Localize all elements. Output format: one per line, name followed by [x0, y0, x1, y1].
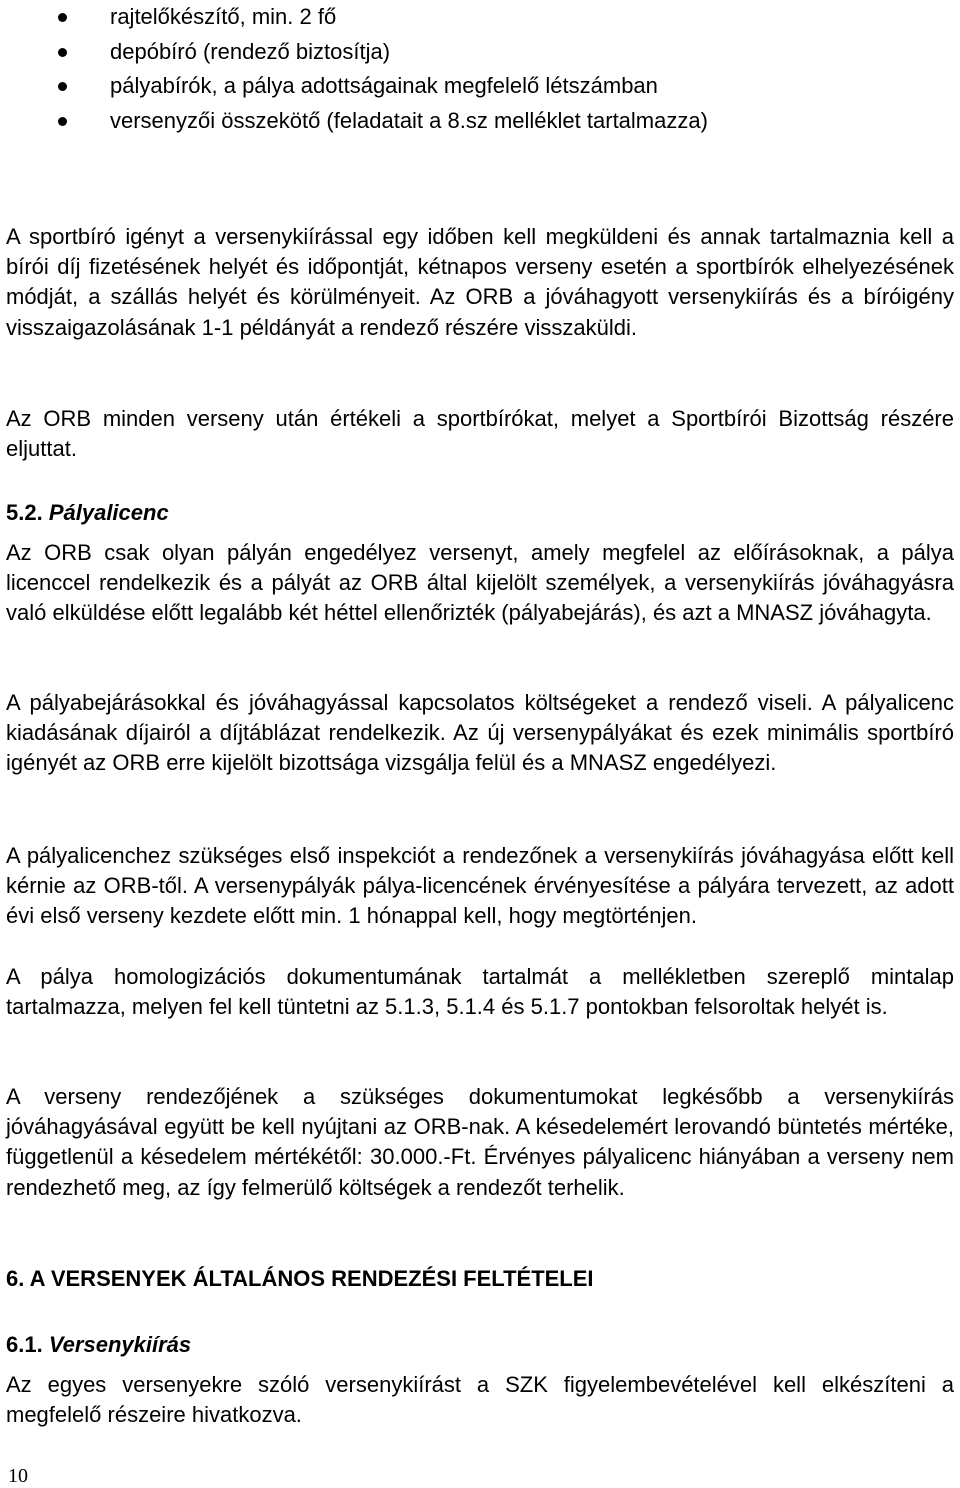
paragraph-koltsegek: A pályabejárásokkal és jóváhagyással kapcsolatos költségeket a rendező viseli. A pályalicenc kiadásának díjairól a díjtáblázat rendelkezik. Az új versenypályákat és ezek minimális sportbíró igényét az ORB erre kijelölt bizottsága vizsgálja felül és a MNASZ engedélyezi. [6, 690, 954, 776]
paragraph-versenykiiras: Az egyes versenyekre szóló versenykiírást a SZK figyelembevételével kell elkészíteni a megfelelő részeire hivatkozva. [6, 1372, 954, 1428]
paragraph-palyalicenc: Az ORB csak olyan pályán engedélyez versenyt, amely megfelel az előírásoknak, a pálya licenccel rendelkezik és a pályát az ORB által kijelölt személyek, a versenykiírás jóváhagyásra való elküldése előtt legalább két héttel ellenőrizték (pályabejárás), és azt a MNASZ jóváhagyta. [6, 540, 954, 626]
section-heading-6: 6. A VERSENYEK ÁLTALÁNOS RENDEZÉSI FELTÉTELEI [6, 1266, 594, 1291]
section-heading-6-1: 6.1. Versenykiírás [6, 1332, 192, 1357]
paragraph-orb-ertekeles: Az ORB minden verseny után értékeli a sportbírókat, melyet a Sportbírói Bizottság részére eljuttat. [6, 406, 954, 462]
bullet-icon [58, 82, 67, 91]
section-heading-5-2: 5.2. Pályalicenc [6, 500, 169, 525]
bullet-icon [58, 48, 67, 57]
page-number: 10 [8, 1465, 28, 1487]
list-item: rajtelőkészítő, min. 2 fő [6, 0, 708, 35]
bullet-list [6, 0, 708, 138]
list-item: pályabírók, a pálya adottságainak megfelelő létszámban [6, 69, 708, 104]
bullet-icon [58, 117, 67, 126]
paragraph-dokumentumok: A verseny rendezőjének a szükséges dokumentumokat legkésőbb a versenykiírás jóváhagyásával együtt be kell nyújtani az ORB-nak. A késedelemért lerovandó büntetés mértéke, függetlenül a késedelem mértékétől: 30.000.-Ft. Érvényes pályalicenc hiányában a verseny nem rendezhető meg, az így felmerülő költségek a rendezőt terhelik. [6, 1084, 954, 1200]
paragraph-inspekcio: A pályalicenchez szükséges első inspekciót a rendezőnek a versenykiírás jóváhagyása előtt kell kérnie az ORB-től. A versenypályák pálya-licencének érvényesítése a pályára tervezett, az adott évi első verseny kezdete előtt min. 1 hónappal kell, hogy megtörténjen. [6, 843, 954, 929]
bullet-icon [58, 13, 67, 22]
paragraph-homologizacio: A pálya homologizációs dokumentumának tartalmát a mellékletben szereplő mintalap tartalmazza, melyen fel kell tüntetni az 5.1.3, 5.1.4 és 5.1.7 pontokban felsoroltak helyét is. [6, 964, 954, 1020]
paragraph-sportbiro-igeny: A sportbíró igényt a versenykiírással egy időben kell megküldeni és annak tartalmaznia kell a bírói díj fizetésének helyét és időpontját, kétnapos verseny esetén a sportbírók elhelyezésének módját, a szállás helyét és körülményeit. Az ORB a jóváhagyott versenykiírás és a bíróigény visszaigazolásának 1-1 példányát a rendező részére visszaküldi. [6, 224, 954, 340]
list-item: depóbíró (rendező biztosítja) [6, 35, 708, 70]
list-item: versenyzői összekötő (feladatait a 8.sz melléklet tartalmazza) [6, 104, 708, 139]
